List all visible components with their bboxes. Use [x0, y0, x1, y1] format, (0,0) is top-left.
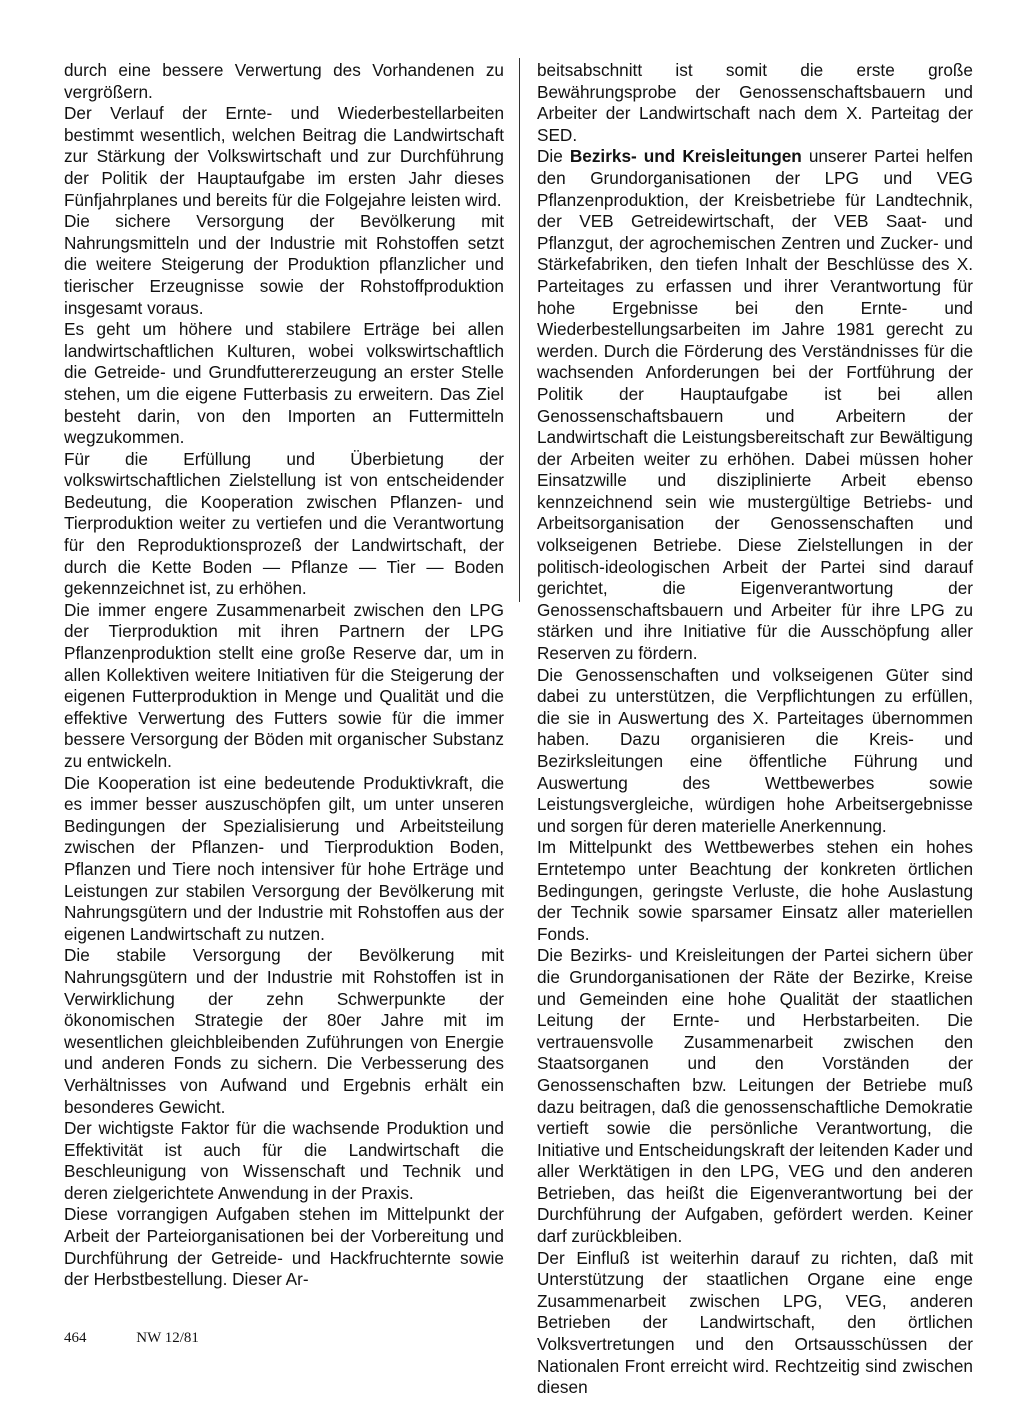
paragraph: Die stabile Versorgung der Bevölkerung mit Nahrungsgütern und der Industrie mit Rohstoffen ist in Verwirklichung der zehn Schwerpunkte der ökonomischen Strategie der 80er Jahre mit im wesentlichen gleichbleibenden Zuführungen von Energie und anderen Fonds zu sichern. Die Verbesserung des Verhältnisses von Aufwand und Ergebnis erhält ein besonderes Gewicht. [64, 945, 504, 1117]
paragraph: Die Kooperation ist eine bedeutende Produktivkraft, die es immer besser auszuschöpfen gilt, um unter unseren Bedingungen der Spezialisierung und Arbeitsteilung zwischen der Pflanzen- und Tierproduktion Boden, Pflanzen und Tiere noch intensiver für hohe Erträge und Leistungen zur stabilen Versorgung der Bevölkerung mit Nahrungsgütern und der Industrie mit Rohstoffen aus der eigenen Landwirtschaft zu nutzen. [64, 772, 504, 944]
paragraph: beitsabschnitt ist somit die erste große Bewährungsprobe der Genossenschaftsbauern und Arbeiter der Landwirtschaft nach dem X. Parteitag der SED. [537, 60, 973, 145]
paragraph: Die sichere Versorgung der Bevölkerung mit Nahrungsmitteln und der Industrie mit Rohstoffen setzt die weitere Steigerung der Produktion pflanzlicher und tierischer Erzeugnisse sowie der Rohstoffproduktion insgesamt voraus. [64, 211, 504, 318]
left-column [64, 60, 504, 1291]
issue-label: NW 12/81 [136, 1330, 199, 1346]
paragraph-lead: Die [537, 146, 570, 167]
paragraph: Die Genossenschaften und volkseigenen Güter sind dabei zu unterstützen, die Verpflichtungen zu erfüllen, die sie in Auswertung des X. Parteitages übernommen haben. Dazu organisieren die Kreis- und Bezirksleitungen eine öffentliche Führung und Auswertung des Wettbewerbes sowie Leistungsvergleiche, würdigen hohe Arbeitsergebnisse und sorgen für deren materielle Anerkennung. [537, 664, 973, 836]
right-column [537, 60, 973, 1399]
paragraph-with-bold-lead [537, 146, 973, 664]
paragraph: Die immer engere Zusammenarbeit zwischen den LPG der Tierproduktion mit ihren Partnern der LPG Pflanzenproduktion stellt eine große Reserve dar, um in allen Kollektiven weitere Initiativen für die Steigerung der eigenen Futterproduktion in Menge und Qualität und die effektive Verwertung des Futters sowie für die immer bessere Versorgung der Böden mit organischer Substanz zu entwickeln. [64, 599, 504, 771]
paragraph: Für die Erfüllung und Überbietung der volkswirtschaftlichen Zielstellung ist von entscheidender Bedeutung, die Kooperation zwischen Pflanzen- und Tierproduktion weiter zu vertiefen und die Verantwortung für den Reproduktionsprozeß der Landwirtschaft, der durch die Kette Boden — Pflanze — Tier — Boden gekennzeichnet ist, zu erhöhen. [64, 448, 504, 599]
bold-phrase: Bezirks- und Kreisleitungen [569, 146, 802, 167]
paragraph: Der Einfluß ist weiterhin darauf zu richten, daß mit Unterstützung der staatlichen Organe eine enge Zusammenarbeit zwischen LPG, VEG, anderen Betrieben der Landwirtschaft, den örtlichen Volksvertretungen und den Ortsausschüssen der Nationalen Front erreicht wird. Rechtzeitig sind zwischen diesen [537, 1247, 973, 1398]
paragraph-body: unserer Partei helfen den Grundorganisationen der LPG und VEG Pflanzenproduktion, der Kreisbetriebe für Landtechnik, der VEB Getreidewirtschaft, der VEB Saat- und Pflanzgut, der agrochemischen Zentren und Zucker- und Stärkefabriken, den tiefen Inhalt der Beschlüsse des X. Parteitages zu erfassen und ihrer Verantwortung für hohe Ergebnisse bei den Ernte- und Wiederbestellungsarbeiten im Jahre 1981 gerecht zu werden. Durch die Förderung des Verständnisses für die wachsenden Anforderungen bei der Fortführung der Politik der Hauptaufgabe ist bei allen Genossenschaftsbauern und Arbeitern der Landwirtschaft die Leistungsbereitschaft zur Bewältigung der Arbeiten weiter zu erhöhen. Dabei müssen hoher Einsatzwille und disziplinierte Arbeit ebenso kennzeichnend sein wie mustergültige Betriebs- und Arbeitsorganisation der Genossenschaften und volkseigenen Betriebe. Diese Zielstellungen in der politisch-ideologischen Arbeit der Partei sind darauf gerichtet, die Eigenverantwortung der Genossenschaftsbauern und Arbeiter für ihre LPG zu stärken und ihre Initiative für die Ausschöpfung aller Reserven zu fördern. [537, 146, 973, 664]
paragraph: Der Verlauf der Ernte- und Wiederbestellarbeiten bestimmt wesentlich, welchen Beitrag die Landwirtschaft zur Stärkung der Volkswirtschaft und zur Durchführung der Politik der Hauptaufgabe im ersten Jahr dieses Fünfjahrplanes und bereits für die Folgejahre leisten wird. [64, 103, 504, 210]
paragraph: Die Bezirks- und Kreisleitungen der Partei sichern über die Grundorganisationen der Räte der Bezirke, Kreise und Gemeinden eine hohe Qualität der staatlichen Leitung der Ernte- und Herbstarbeiten. Die vertrauensvolle Zusammenarbeit zwischen den Staatsorganen und den Vorständen der Genossenschaften bzw. Leitungen der Betriebe muß dazu beitragen, daß die genossenschaftliche Demokratie vertieft sowie die persönliche Verantwortung, die Initiative und Entscheidungskraft der leitenden Kader und aller Werktätigen in den LPG, VEG und den anderen Betrieben, das heißt die Eigenverantwortung bei der Durchführung der Aufgaben, gefördert werden. Keiner darf zurückbleiben. [537, 945, 973, 1247]
paragraph: Im Mittelpunkt des Wettbewerbes stehen ein hohes Erntetempo unter Beachtung der konkreten örtlichen Bedingungen, geringste Verluste, die hohe Auslastung der Technik sowie sparsamer Einsatz aller materiellen Fonds. [537, 837, 973, 944]
paragraph: Der wichtigste Faktor für die wachsende Produktion und Effektivität ist auch für die Landwirtschaft die Beschleunigung von Wissenschaft und Technik und deren zielgerichtete Anwendung in der Praxis. [64, 1118, 504, 1203]
paragraph: durch eine bessere Verwertung des Vorhandenen zu vergrößern. [64, 60, 504, 102]
column-divider [519, 58, 520, 602]
paragraph: Diese vorrangigen Aufgaben stehen im Mittelpunkt der Arbeit der Parteiorganisationen bei der Vorbereitung und Durchführung der Getreide- und Hackfruchternte sowie der Herbstbestellung. Dieser Ar- [64, 1204, 504, 1290]
paragraph: Es geht um höhere und stabilere Erträge bei allen landwirtschaftlichen Kulturen, wobei volkswirtschaftlich die Getreide- und Grundfuttererzeugung an erster Stelle stehen, um die eigene Futterbasis zu erweitern. Das Ziel besteht darin, von den Importen an Futtermitteln wegzukommen. [64, 319, 504, 448]
page-number: 464 [64, 1330, 87, 1346]
page-footer [64, 1330, 199, 1347]
